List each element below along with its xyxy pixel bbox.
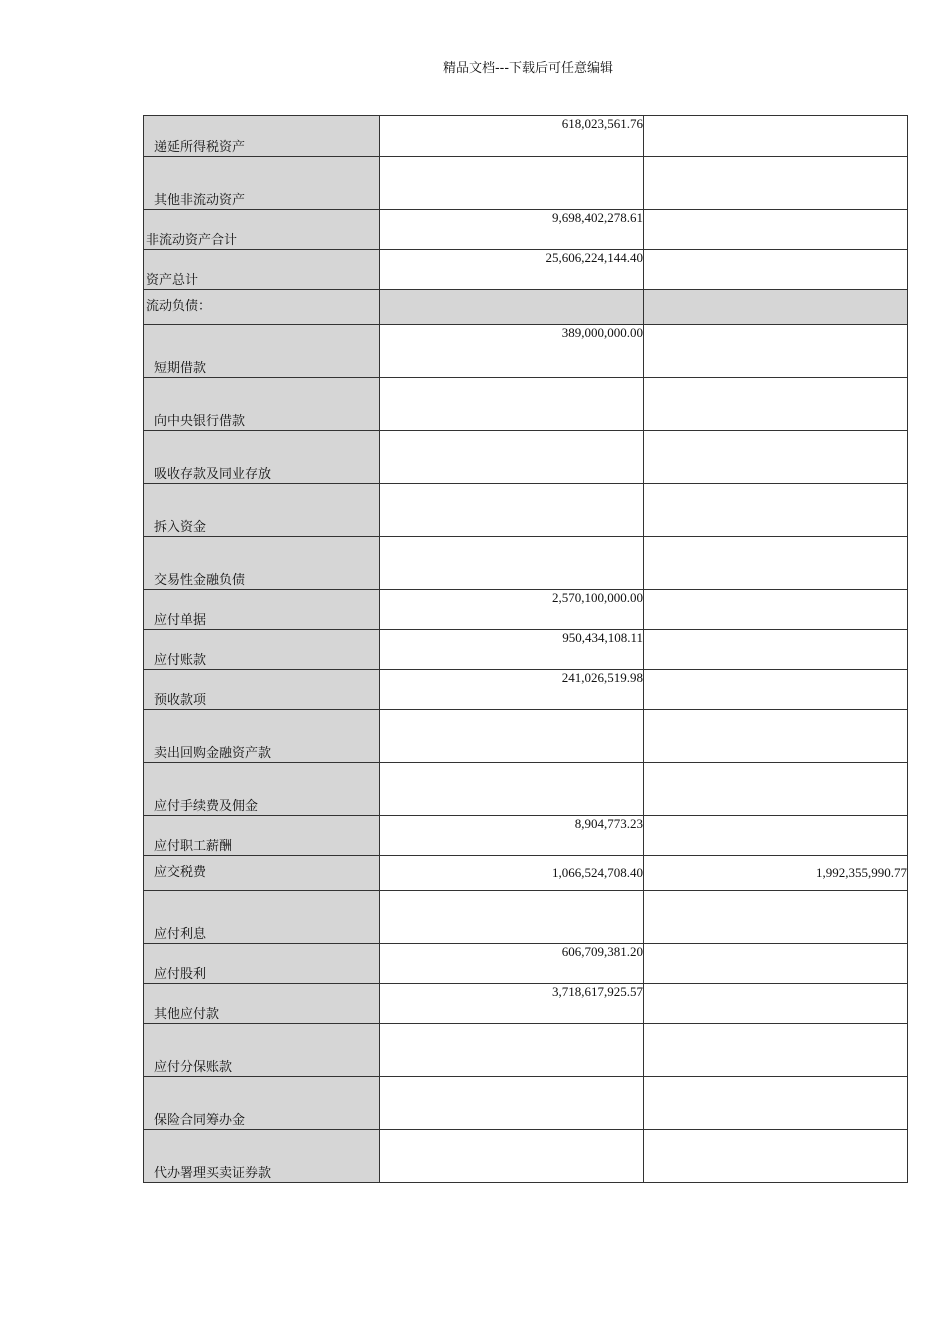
table-row bbox=[144, 537, 908, 590]
value-cell-col2 bbox=[644, 944, 908, 984]
row-label bbox=[144, 670, 380, 710]
row-label-text: 应付手续费及佣金 bbox=[154, 799, 259, 814]
value-cell-col1: 241,026,519.98 bbox=[380, 670, 644, 710]
row-label bbox=[144, 710, 380, 763]
row-label bbox=[144, 984, 380, 1024]
table-row bbox=[144, 1077, 908, 1130]
value-cell-col1 bbox=[380, 891, 644, 944]
table-row bbox=[144, 1130, 908, 1183]
table-row bbox=[144, 1024, 908, 1077]
table-row bbox=[144, 590, 908, 630]
row-label-text: 递延所得税资产 bbox=[154, 140, 246, 155]
value-cell-col1: 9,698,402,278.61 bbox=[380, 210, 644, 250]
row-label-text: 应付账款 bbox=[154, 653, 207, 668]
value-cell-col2 bbox=[644, 157, 908, 210]
row-label bbox=[144, 537, 380, 590]
row-label bbox=[144, 1024, 380, 1077]
row-label-text: 保险合同筹办金 bbox=[154, 1113, 246, 1128]
row-label-text: 应付职工薪酬 bbox=[154, 839, 233, 854]
row-label-text: 交易性金融负债 bbox=[154, 573, 246, 588]
value-cell-col2 bbox=[644, 378, 908, 431]
row-label bbox=[144, 116, 380, 157]
value-cell-col2 bbox=[644, 325, 908, 378]
row-label bbox=[144, 210, 380, 250]
value-cell-col1 bbox=[380, 1024, 644, 1077]
row-label-text: 非流动资产合计 bbox=[146, 233, 238, 248]
value-cell-col1 bbox=[380, 431, 644, 484]
row-label-text: 其他应付款 bbox=[154, 1007, 220, 1022]
row-label-text: 应交税费 bbox=[154, 865, 207, 880]
value-cell-col2 bbox=[644, 1130, 908, 1183]
value-cell-col1 bbox=[380, 537, 644, 590]
value-cell-col2: 1,992,355,990.77 bbox=[644, 856, 908, 891]
row-label bbox=[144, 1130, 380, 1183]
row-label-text: 资产总计 bbox=[146, 273, 199, 288]
row-label bbox=[144, 484, 380, 537]
table-row bbox=[144, 325, 908, 378]
row-label bbox=[144, 157, 380, 210]
row-label bbox=[144, 816, 380, 856]
row-label bbox=[144, 250, 380, 290]
value-cell-col1: 25,606,224,144.40 bbox=[380, 250, 644, 290]
row-label-text: 应付股利 bbox=[154, 967, 207, 982]
row-label bbox=[144, 325, 380, 378]
value-cell-col2 bbox=[644, 1077, 908, 1130]
value-cell-col1 bbox=[380, 710, 644, 763]
value-cell-col2 bbox=[644, 1024, 908, 1077]
table-row bbox=[144, 378, 908, 431]
balance-sheet-table bbox=[143, 115, 908, 1183]
row-label-text: 卖出回购金融资产款 bbox=[154, 746, 272, 761]
row-label bbox=[144, 763, 380, 816]
row-label bbox=[144, 856, 380, 891]
value-cell-col2 bbox=[644, 537, 908, 590]
value-cell-col2 bbox=[644, 670, 908, 710]
value-cell-col1: 389,000,000.00 bbox=[380, 325, 644, 378]
row-label-text: 其他非流动资产 bbox=[154, 193, 246, 208]
value-cell-col2 bbox=[644, 590, 908, 630]
value-cell-col2 bbox=[644, 891, 908, 944]
table-row bbox=[144, 670, 908, 710]
row-label-text: 应付单据 bbox=[154, 613, 207, 628]
table-row bbox=[144, 157, 908, 210]
row-label bbox=[144, 590, 380, 630]
table-row bbox=[144, 944, 908, 984]
value-cell-col2 bbox=[644, 763, 908, 816]
value-cell-col1: 606,709,381.20 bbox=[380, 944, 644, 984]
section-title: 流动负债： bbox=[146, 299, 212, 314]
value-cell-col1 bbox=[380, 290, 644, 325]
row-label-text: 代办署理买卖证券款 bbox=[154, 1166, 272, 1181]
row-label bbox=[144, 431, 380, 484]
page-header: 精品文档---下载后可任意编辑 bbox=[442, 61, 614, 76]
table-row bbox=[144, 891, 908, 944]
value-cell-col2 bbox=[644, 710, 908, 763]
value-cell-col1 bbox=[380, 1130, 644, 1183]
value-cell-col2 bbox=[644, 984, 908, 1024]
row-label bbox=[144, 891, 380, 944]
value-cell-col2 bbox=[644, 431, 908, 484]
value-cell-col1: 1,066,524,708.40 bbox=[380, 856, 644, 891]
table-row bbox=[144, 984, 908, 1024]
row-label-text: 向中央银行借款 bbox=[154, 414, 246, 429]
row-label-text: 吸收存款及同业存放 bbox=[154, 467, 272, 482]
value-cell-col1: 618,023,561.76 bbox=[380, 116, 644, 157]
value-cell-col1: 950,434,108.11 bbox=[380, 630, 644, 670]
row-label bbox=[144, 290, 380, 325]
value-cell-col2 bbox=[644, 250, 908, 290]
value-cell-col2 bbox=[644, 210, 908, 250]
table-row bbox=[144, 763, 908, 816]
value-cell-col2 bbox=[644, 630, 908, 670]
row-label-text: 短期借款 bbox=[154, 361, 207, 376]
value-cell-col1 bbox=[380, 484, 644, 537]
value-cell-col1: 3,718,617,925.57 bbox=[380, 984, 644, 1024]
table-row bbox=[144, 710, 908, 763]
table-row bbox=[144, 816, 908, 856]
row-label bbox=[144, 1077, 380, 1130]
row-label-text: 应付分保账款 bbox=[154, 1060, 233, 1075]
table-row bbox=[144, 630, 908, 670]
table-row bbox=[144, 116, 908, 157]
table-row bbox=[144, 856, 908, 891]
value-cell-col1 bbox=[380, 763, 644, 816]
value-cell-col2 bbox=[644, 116, 908, 157]
value-cell-col1: 8,904,773.23 bbox=[380, 816, 644, 856]
table-row bbox=[144, 210, 908, 250]
row-label-text: 拆入资金 bbox=[154, 520, 207, 535]
section-header-row bbox=[144, 290, 908, 325]
value-cell-col1 bbox=[380, 378, 644, 431]
table-row bbox=[144, 484, 908, 537]
value-cell-col1 bbox=[380, 157, 644, 210]
value-cell-col2 bbox=[644, 484, 908, 537]
value-cell-col2 bbox=[644, 290, 908, 325]
row-label bbox=[144, 944, 380, 984]
value-cell-col1: 2,570,100,000.00 bbox=[380, 590, 644, 630]
value-cell-col2 bbox=[644, 816, 908, 856]
table-row bbox=[144, 250, 908, 290]
value-cell-col1 bbox=[380, 1077, 644, 1130]
row-label-text: 应付利息 bbox=[154, 927, 207, 942]
row-label-text: 预收款项 bbox=[154, 693, 207, 708]
table-row bbox=[144, 431, 908, 484]
row-label bbox=[144, 630, 380, 670]
row-label bbox=[144, 378, 380, 431]
